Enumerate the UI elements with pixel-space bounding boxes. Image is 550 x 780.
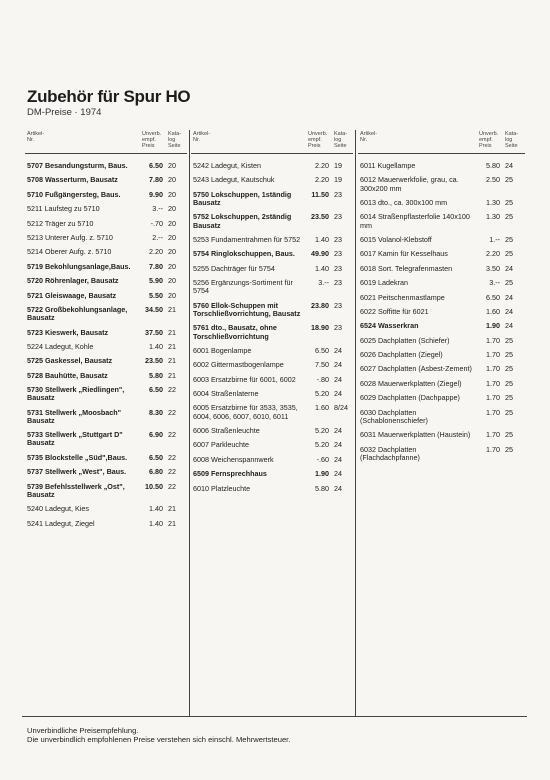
footer-line-2: Die unverbindlich empfohlenen Preise verstehen sich einschl. Mehrwertsteuer. bbox=[27, 735, 291, 745]
row-list bbox=[358, 156, 525, 462]
price-value: 1.70 bbox=[486, 350, 500, 360]
price-value: -.80 bbox=[316, 374, 329, 384]
list-item bbox=[25, 306, 187, 322]
list-item bbox=[25, 234, 187, 242]
header-rule bbox=[191, 153, 353, 154]
price-value: 23.50 bbox=[145, 356, 163, 366]
catalog-page: 22 bbox=[168, 430, 176, 440]
list-item bbox=[358, 213, 525, 229]
article-name: 6008 Weichenspannwerk bbox=[193, 454, 274, 464]
price-value: 1.70 bbox=[486, 430, 500, 440]
column-divider bbox=[355, 130, 356, 716]
article-name: 6017 Kamin für Kesselhaus bbox=[360, 249, 448, 259]
article-name: 6002 Gittermastbogenlampe bbox=[193, 360, 284, 370]
list-item bbox=[25, 205, 187, 213]
catalog-page: 25 bbox=[505, 249, 513, 259]
catalog-page: 25 bbox=[505, 234, 513, 244]
list-item bbox=[25, 162, 187, 170]
price-value: 7.80 bbox=[149, 261, 163, 271]
article-name: 5255 Dachträger für 5754 bbox=[193, 263, 275, 273]
article-name: 6018 Sort. Telegrafenmasten bbox=[360, 263, 453, 273]
catalog-page: 24 bbox=[505, 161, 513, 170]
price-value: 6.50 bbox=[149, 452, 163, 462]
list-item bbox=[358, 250, 525, 258]
catalog-page: 23 bbox=[334, 234, 342, 244]
catalog-page: 25 bbox=[505, 364, 513, 374]
price-value: 1.30 bbox=[486, 197, 500, 207]
list-item bbox=[25, 292, 187, 300]
price-column-2 bbox=[191, 130, 353, 716]
list-item bbox=[358, 337, 525, 345]
price-value: 5.20 bbox=[315, 440, 329, 450]
catalog-page: 20 bbox=[168, 232, 176, 242]
article-name: 6524 Wasserkran bbox=[360, 321, 419, 331]
article-name: 5761 dto., Bausatz, ohne Torschließvorrichtung bbox=[193, 323, 277, 341]
article-name: 6005 Ersatzbirne für 3533, 3535, 6004, 6006, 6007, 6010, 6011 bbox=[193, 403, 298, 421]
catalog-page: 20 bbox=[168, 175, 176, 185]
catalog-page: 23 bbox=[334, 212, 342, 222]
price-value: 5.20 bbox=[315, 389, 329, 399]
price-value: 23.80 bbox=[311, 300, 329, 310]
price-value: 3.-- bbox=[152, 204, 163, 214]
article-name: 6021 Peitschenmastlampe bbox=[360, 292, 445, 302]
article-name: 5760 Ellok-Schuppen mit Torschließvorrichtung, Bausatz bbox=[193, 300, 301, 318]
article-name: 5224 Ladegut, Kohle bbox=[27, 341, 94, 351]
header-rule bbox=[358, 153, 525, 154]
price-value: 1.70 bbox=[486, 364, 500, 374]
catalog-page: 25 bbox=[505, 430, 513, 440]
catalog-page: 25 bbox=[505, 335, 513, 345]
price-value: 1.90 bbox=[315, 469, 329, 479]
catalog-page: 22 bbox=[168, 452, 176, 462]
catalog-page: 23 bbox=[334, 249, 342, 259]
article-name: 5752 Lokschuppen, 2ständig Bausatz bbox=[193, 212, 292, 230]
list-item bbox=[358, 308, 525, 316]
price-value: 5.90 bbox=[149, 276, 163, 286]
article-name: 5212 Träger zu 5710 bbox=[27, 218, 94, 228]
price-value: 5.80 bbox=[149, 370, 163, 380]
price-column-3 bbox=[358, 130, 525, 716]
price-value: 2.50 bbox=[486, 175, 500, 185]
catalog-page: 25 bbox=[505, 197, 513, 207]
price-value: 8.30 bbox=[149, 407, 163, 417]
catalog-page: 8/24 bbox=[334, 403, 348, 413]
row-list bbox=[25, 156, 187, 528]
article-name: 6027 Dachplatten (Asbest-Zement) bbox=[360, 364, 472, 374]
catalog-page: 24 bbox=[334, 440, 342, 450]
catalog-page: 24 bbox=[334, 483, 342, 493]
price-value: 11.50 bbox=[311, 189, 329, 199]
catalog-page: 24 bbox=[334, 360, 342, 370]
article-name: 5710 Fußgängersteg, Baus. bbox=[27, 189, 121, 199]
price-value: 1.30 bbox=[486, 212, 500, 222]
catalog-page: 20 bbox=[168, 261, 176, 271]
article-name: 5708 Wasserturm, Bausatz bbox=[27, 175, 118, 185]
list-item bbox=[25, 176, 187, 184]
article-name: 5723 Kieswerk, Bausatz bbox=[27, 327, 109, 337]
catalog-page: 20 bbox=[168, 247, 176, 257]
price-value: 2.20 bbox=[315, 161, 329, 170]
catalog-page: 25 bbox=[505, 278, 513, 288]
list-item bbox=[191, 470, 353, 478]
price-value: 1.70 bbox=[486, 378, 500, 388]
list-item bbox=[25, 277, 187, 285]
article-name: 6015 Volanol-Klebstoff bbox=[360, 234, 432, 244]
price-value: 23.50 bbox=[311, 212, 329, 222]
catalog-page: 22 bbox=[168, 385, 176, 395]
price-value: 2.20 bbox=[486, 249, 500, 259]
price-value: 7.80 bbox=[149, 175, 163, 185]
catalog-page: 20 bbox=[168, 204, 176, 214]
catalog-page: 24 bbox=[334, 374, 342, 384]
catalog-page: 24 bbox=[334, 345, 342, 355]
price-value: 1.40 bbox=[315, 234, 329, 244]
article-name: 5754 Ringlokschuppen, Baus. bbox=[193, 249, 295, 259]
list-item bbox=[358, 446, 525, 462]
article-name: 6001 Bogenlampe bbox=[193, 345, 252, 355]
list-item bbox=[191, 456, 353, 464]
price-value: 1.40 bbox=[149, 504, 163, 514]
article-name: 5241 Ladegut, Ziegel bbox=[27, 518, 95, 528]
catalog-page: 25 bbox=[505, 175, 513, 185]
article-name: 5243 Ladegut, Kautschuk bbox=[193, 175, 275, 185]
article-name: 5739 Befehlsstellwerk „Ost", Bausatz bbox=[27, 481, 125, 499]
article-name: 5720 Röhrenlager, Bausatz bbox=[27, 276, 119, 286]
article-name: 6030 Dachplatten (Schablonenschiefer) bbox=[360, 407, 428, 425]
price-value: 5.80 bbox=[315, 483, 329, 493]
catalog-page: 25 bbox=[505, 378, 513, 388]
price-value: 7.50 bbox=[315, 360, 329, 370]
catalog-page: 24 bbox=[505, 292, 513, 302]
catalog-page: 21 bbox=[168, 518, 176, 528]
article-name: 6014 Straßenpflasterfolie 140x100 mm bbox=[360, 212, 470, 230]
price-value: 6.80 bbox=[149, 467, 163, 477]
list-item bbox=[25, 191, 187, 199]
list-item bbox=[191, 361, 353, 369]
catalog-page: 22 bbox=[168, 481, 176, 491]
header-catalog: Kata- log Seite bbox=[334, 131, 348, 150]
article-name: 6012 Mauerwerkfolie, grau, ca. 300x200 mm bbox=[360, 175, 459, 193]
article-name: 6026 Dachplatten (Ziegel) bbox=[360, 350, 443, 360]
page-subtitle: DM-Preise · 1974 bbox=[27, 107, 102, 118]
list-item bbox=[191, 162, 353, 170]
price-value: 2.20 bbox=[315, 175, 329, 185]
list-item bbox=[25, 263, 187, 271]
catalog-page: 21 bbox=[168, 356, 176, 366]
article-name: 6032 Dachplatten (Flachdachpfanne) bbox=[360, 444, 420, 462]
article-name: 5728 Bauhütte, Bausatz bbox=[27, 370, 108, 380]
catalog-page: 23 bbox=[334, 300, 342, 310]
article-name: 5253 Fundamentrahmen für 5752 bbox=[193, 234, 301, 244]
price-value: -.70 bbox=[150, 218, 163, 228]
catalog-page: 21 bbox=[168, 304, 176, 314]
catalog-page: 24 bbox=[505, 263, 513, 273]
catalog-page: 24 bbox=[334, 389, 342, 399]
price-value: 1.60 bbox=[486, 306, 500, 316]
article-name: 5213 Unterer Aufg. z. 5710 bbox=[27, 232, 113, 242]
header-article: Artikel- Nr. bbox=[193, 131, 211, 144]
list-item bbox=[191, 427, 353, 435]
list-item bbox=[191, 176, 353, 184]
list-item bbox=[25, 343, 187, 351]
catalog-page: 21 bbox=[168, 327, 176, 337]
header-catalog: Kata- log Seite bbox=[168, 131, 182, 150]
list-item bbox=[25, 454, 187, 462]
price-value: -.60 bbox=[316, 454, 329, 464]
price-value: 6.50 bbox=[149, 161, 163, 170]
article-name: 5707 Besandungsturm, Baus. bbox=[27, 161, 128, 170]
catalog-page: 25 bbox=[505, 444, 513, 454]
article-name: 5735 Blockstelle „Süd",Baus. bbox=[27, 452, 128, 462]
price-value: 6.50 bbox=[486, 292, 500, 302]
list-item bbox=[25, 357, 187, 365]
column-header bbox=[191, 130, 353, 156]
article-name: 5725 Gaskessel, Bausatz bbox=[27, 356, 113, 366]
article-name: 6010 Platzleuchte bbox=[193, 483, 251, 493]
catalog-page: 25 bbox=[505, 350, 513, 360]
catalog-page: 20 bbox=[168, 189, 176, 199]
article-name: 5722 Großbekohlungsanlage, Bausatz bbox=[27, 304, 128, 323]
catalog-page: 23 bbox=[334, 263, 342, 273]
list-item bbox=[25, 372, 187, 380]
catalog-page: 19 bbox=[334, 161, 342, 170]
price-value: 9.90 bbox=[149, 189, 163, 199]
list-item bbox=[358, 294, 525, 302]
article-name: 6022 Soffitte für 6021 bbox=[360, 306, 429, 316]
catalog-page: 24 bbox=[505, 321, 513, 331]
catalog-page: 19 bbox=[334, 175, 342, 185]
catalog-page: 25 bbox=[505, 407, 513, 417]
list-item bbox=[358, 431, 525, 439]
catalog-page: 24 bbox=[334, 454, 342, 464]
price-value: 6.50 bbox=[315, 345, 329, 355]
header-price: Unverb. empf. Preis bbox=[479, 131, 499, 150]
article-name: 5731 Stellwerk „Moosbach" Bausatz bbox=[27, 407, 122, 425]
article-name: 6029 Dachplatten (Dachpappe) bbox=[360, 393, 460, 403]
list-item bbox=[358, 351, 525, 359]
list-item bbox=[191, 324, 353, 340]
catalog-page: 24 bbox=[334, 426, 342, 436]
list-item bbox=[358, 199, 525, 207]
price-value: 1.70 bbox=[486, 335, 500, 345]
catalog-page: 21 bbox=[168, 504, 176, 514]
list-item bbox=[191, 236, 353, 244]
article-name: 6509 Fernsprechhaus bbox=[193, 469, 267, 479]
price-value: 5.20 bbox=[315, 426, 329, 436]
catalog-page: 22 bbox=[168, 467, 176, 477]
list-item bbox=[191, 390, 353, 398]
catalog-page: 23 bbox=[334, 323, 342, 333]
price-value: 37.50 bbox=[145, 327, 163, 337]
price-value: 3.-- bbox=[318, 278, 329, 288]
catalog-page: 21 bbox=[168, 341, 176, 351]
article-name: 5730 Stellwerk „Riedlingen", Bausatz bbox=[27, 385, 125, 403]
page-title: Zubehör für Spur HO bbox=[27, 87, 191, 106]
article-name: 6004 Straßenlaterne bbox=[193, 389, 259, 399]
price-value: 1.60 bbox=[315, 403, 329, 413]
list-item bbox=[358, 380, 525, 388]
article-name: 6013 dto., ca. 300x100 mm bbox=[360, 197, 448, 207]
price-value: 6.90 bbox=[149, 430, 163, 440]
list-item bbox=[191, 191, 353, 207]
list-item bbox=[191, 265, 353, 273]
list-item bbox=[25, 431, 187, 447]
catalog-page: 20 bbox=[168, 161, 176, 170]
article-name: 5733 Stellwerk „Stuttgart D" Bausatz bbox=[27, 430, 123, 448]
article-name: 5721 Gleiswaage, Bausatz bbox=[27, 290, 117, 300]
list-item bbox=[191, 376, 353, 384]
catalog-page: 24 bbox=[334, 469, 342, 479]
list-item bbox=[358, 365, 525, 373]
header-article: Artikel- Nr. bbox=[360, 131, 378, 144]
article-name: 5750 Lokschuppen, 1ständig Bausatz bbox=[193, 189, 292, 207]
article-name: 5214 Oberer Aufg. z. 5710 bbox=[27, 247, 112, 257]
footer-line-1: Unverbindliche Preisempfehlung. bbox=[27, 726, 139, 735]
price-value: 1.70 bbox=[486, 407, 500, 417]
column-header bbox=[358, 130, 525, 156]
price-value: 1.-- bbox=[489, 234, 500, 244]
list-item bbox=[191, 213, 353, 229]
article-name: 5737 Stellwerk „West", Baus. bbox=[27, 467, 127, 477]
price-value: 1.40 bbox=[315, 263, 329, 273]
article-name: 6025 Dachplatten (Schiefer) bbox=[360, 335, 450, 345]
list-item bbox=[358, 236, 525, 244]
price-column-1 bbox=[25, 130, 187, 716]
header-catalog: Kata- log Seite bbox=[505, 131, 519, 150]
price-value: 3.-- bbox=[489, 278, 500, 288]
article-name: 6028 Mauerwerkplatten (Ziegel) bbox=[360, 378, 462, 388]
row-list bbox=[191, 156, 353, 493]
article-name: 6003 Ersatzbirne für 6001, 6002 bbox=[193, 374, 296, 384]
list-item bbox=[191, 347, 353, 355]
article-name: 6031 Mauerwerkplatten (Haustein) bbox=[360, 430, 471, 440]
price-value: 1.40 bbox=[149, 518, 163, 528]
list-item bbox=[191, 404, 353, 420]
list-item bbox=[25, 409, 187, 425]
list-item bbox=[191, 485, 353, 493]
catalog-page: 23 bbox=[334, 278, 342, 288]
catalog-page: 25 bbox=[505, 393, 513, 403]
list-item bbox=[191, 279, 353, 295]
header-rule bbox=[25, 153, 187, 154]
column-header bbox=[25, 130, 187, 156]
list-item bbox=[191, 441, 353, 449]
article-name: 6006 Straßenleuchte bbox=[193, 426, 260, 436]
list-item bbox=[25, 483, 187, 499]
list-item bbox=[358, 162, 525, 170]
list-item bbox=[358, 176, 525, 192]
price-value: 49.90 bbox=[311, 249, 329, 259]
header-article: Artikel- Nr. bbox=[27, 131, 45, 144]
price-value: 2.-- bbox=[152, 232, 163, 242]
price-value: 1.40 bbox=[149, 341, 163, 351]
list-item bbox=[25, 386, 187, 402]
article-name: 5719 Bekohlungsanlage,Baus. bbox=[27, 261, 131, 271]
catalog-page: 20 bbox=[168, 276, 176, 286]
price-value: 3.50 bbox=[486, 263, 500, 273]
footer-note bbox=[27, 726, 290, 744]
price-value: 5.80 bbox=[486, 161, 500, 170]
list-item bbox=[358, 394, 525, 402]
footer-divider bbox=[22, 716, 527, 717]
list-item bbox=[25, 220, 187, 228]
header-price: Unverb. empf. Preis bbox=[308, 131, 328, 150]
catalog-page: 20 bbox=[168, 218, 176, 228]
catalog-page: 21 bbox=[168, 370, 176, 380]
price-value: 1.90 bbox=[486, 321, 500, 331]
catalog-page: 25 bbox=[505, 212, 513, 222]
price-value: 34.50 bbox=[145, 304, 163, 314]
article-name: 6011 Kugellampe bbox=[360, 161, 416, 170]
article-name: 6007 Parkleuchte bbox=[193, 440, 249, 450]
price-value: 5.50 bbox=[149, 290, 163, 300]
price-value: 10.50 bbox=[145, 481, 163, 491]
catalog-page: 24 bbox=[505, 306, 513, 316]
article-name: 6019 Ladekran bbox=[360, 278, 408, 288]
price-value: 2.20 bbox=[149, 247, 163, 257]
list-item bbox=[358, 409, 525, 425]
list-item bbox=[358, 322, 525, 330]
article-name: 5256 Ergänzungs-Sortiment für 5754 bbox=[193, 278, 293, 296]
catalog-page: 20 bbox=[168, 290, 176, 300]
list-item bbox=[25, 329, 187, 337]
article-name: 5240 Ladegut, Kies bbox=[27, 504, 89, 514]
list-item bbox=[25, 505, 187, 513]
article-name: 5242 Ladegut, Kisten bbox=[193, 161, 261, 170]
list-item bbox=[25, 520, 187, 528]
list-item bbox=[358, 279, 525, 287]
catalog-page: 23 bbox=[334, 189, 342, 199]
list-item bbox=[191, 250, 353, 258]
catalog-page: 22 bbox=[168, 407, 176, 417]
price-value: 1.70 bbox=[486, 444, 500, 454]
price-value: 18.90 bbox=[311, 323, 329, 333]
header-price: Unverb. empf. Preis bbox=[142, 131, 162, 150]
price-value: 6.50 bbox=[149, 385, 163, 395]
list-item bbox=[25, 468, 187, 476]
column-divider bbox=[189, 130, 190, 716]
list-item bbox=[25, 248, 187, 256]
list-item bbox=[358, 265, 525, 273]
list-item bbox=[191, 302, 353, 318]
article-name: 5211 Laufsteg zu 5710 bbox=[27, 204, 100, 214]
price-value: 1.70 bbox=[486, 393, 500, 403]
